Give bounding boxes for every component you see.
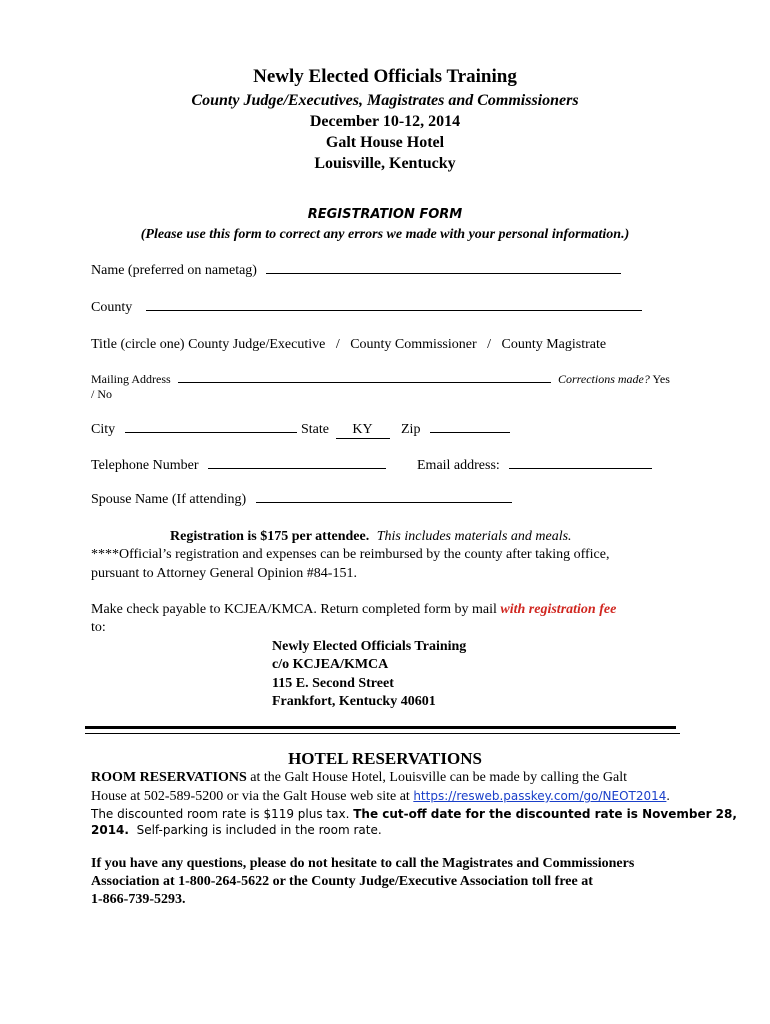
contact-line-2: Association at 1-800-264-5622 or the County Judge/Executive Association toll free at: [91, 874, 593, 889]
city-label: City: [91, 422, 116, 437]
city-row: [91, 422, 297, 438]
reimburse-line2: pursuant to Attorney General Opinion #84-151.: [91, 566, 357, 581]
email-field[interactable]: [509, 467, 652, 469]
name-row: [91, 263, 621, 279]
state-label: State: [301, 422, 329, 437]
hotel-line-3: [91, 807, 737, 821]
room-reservations-label: ROOM RESERVATIONS: [91, 770, 247, 785]
title-options[interactable]: Title (circle one) County Judge/Executive / County Commissioner / County Magistrate: [91, 337, 607, 352]
event-venue: Galt House Hotel: [325, 134, 445, 151]
hotel-line-4: [91, 823, 382, 837]
to-text: to:: [91, 620, 106, 635]
event-dates: December 10-12, 2014: [309, 113, 461, 130]
mail-address-line-1: Newly Elected Officials Training: [272, 639, 467, 654]
hotel-line-2: [91, 789, 670, 805]
spouse-field[interactable]: [256, 501, 512, 503]
section-divider-thick: [85, 726, 676, 729]
phone-label: Telephone Number: [91, 458, 199, 473]
event-city: Louisville, Kentucky: [314, 155, 456, 172]
form-heading: REGISTRATION FORM: [307, 207, 463, 222]
section-divider-thin: [85, 733, 680, 734]
county-label: County: [91, 300, 133, 315]
city-field[interactable]: [125, 431, 297, 433]
reimburse-line1: ****Official’s registration and expenses can be reimbursed by the county after taking office,: [91, 547, 610, 562]
zip-row: [401, 422, 510, 438]
mailing-label: Mailing Address: [91, 372, 171, 386]
zip-label: Zip: [401, 422, 421, 437]
hotel-heading: HOTEL RESERVATIONS: [288, 749, 482, 768]
mail-address-line-2: c/o KCJEA/KMCA: [272, 657, 389, 672]
cutoff-date-text: The cut-off date for the discounted rate is November 28,: [353, 807, 737, 821]
corrections-yes[interactable]: Yes: [652, 372, 670, 386]
spouse-label: Spouse Name (If attending): [91, 492, 247, 507]
mailing-field[interactable]: [178, 381, 551, 383]
registration-fee-amount: Registration is $175 per attendee.: [170, 529, 370, 544]
room-reservations-text: at the Galt House Hotel, Louisville can be made by calling the Galt: [246, 770, 627, 785]
email-row: [417, 458, 652, 474]
hotel-website-text: House at 502-589-5200 or via the Galt House web site at: [91, 789, 414, 804]
corrections-label: Corrections made?: [558, 372, 650, 386]
mail-address-line-3: 115 E. Second Street: [272, 676, 394, 691]
hotel-line-1: [91, 770, 627, 786]
form-instruction: (Please use this form to correct any errors we made with your personal information.): [140, 227, 630, 242]
corrections-row: [558, 372, 670, 387]
state-row: [301, 422, 390, 439]
corrections-no[interactable]: / No: [91, 387, 112, 401]
page-title: Newly Elected Officials Training: [253, 66, 517, 87]
hotel-reservation-link[interactable]: https://resweb.passkey.com/go/NEOT2014: [413, 789, 667, 803]
with-fee-text: with registration fee: [500, 602, 617, 617]
hotel-line-2-period: .: [666, 789, 670, 804]
phone-field[interactable]: [208, 467, 386, 469]
county-field[interactable]: [146, 309, 642, 311]
county-row: [91, 300, 642, 316]
registration-includes: This includes materials and meals.: [376, 529, 572, 544]
zip-field[interactable]: [430, 431, 510, 433]
mailing-row: [91, 372, 551, 387]
parking-text: Self-parking is included in the room rate.: [128, 823, 382, 837]
room-rate-text: The discounted room rate is $119 plus tax.: [91, 807, 354, 821]
email-label: Email address:: [417, 458, 500, 473]
registration-fee: [170, 529, 572, 545]
check-text: Make check payable to KCJEA/KMCA. Return completed form by mail: [91, 602, 497, 617]
name-field[interactable]: [266, 272, 621, 274]
state-field[interactable]: KY: [336, 422, 390, 439]
contact-line-3: 1-866-739-5293.: [91, 892, 186, 907]
mail-address-line-4: Frankfort, Kentucky 40601: [272, 694, 436, 709]
check-instructions: [91, 602, 616, 618]
name-label: Name (preferred on nametag): [91, 263, 257, 278]
page-subtitle: County Judge/Executives, Magistrates and Commissioners: [191, 92, 579, 109]
phone-row: [91, 458, 386, 474]
contact-line-1: If you have any questions, please do not hesitate to call the Magistrates and Commissioners: [91, 856, 635, 871]
spouse-row: [91, 492, 512, 508]
cutoff-year: 2014.: [91, 823, 129, 837]
